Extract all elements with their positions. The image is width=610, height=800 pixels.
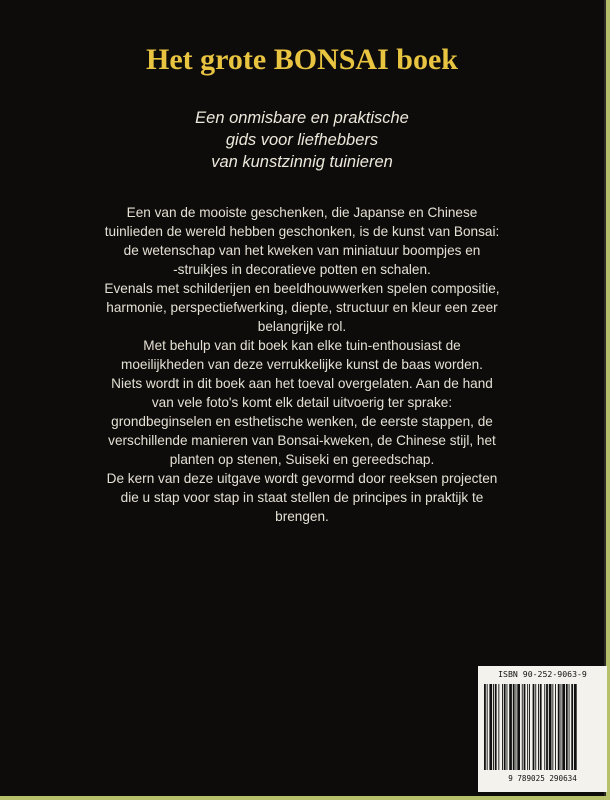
blurb-line: van vele foto's komt elk detail uitvoerig ter sprake: <box>151 395 453 410</box>
subtitle <box>0 107 604 173</box>
blurb-line: -struikjes in decoratieve potten en schalen. <box>173 262 431 277</box>
blurb-line: Niets wordt in dit boek aan het toeval overgelaten. Aan de hand <box>111 376 493 391</box>
blurb-line: grondbeginselen en esthetische wenken, de eerste stappen, de <box>111 414 493 429</box>
barcode-icon <box>482 684 603 770</box>
ean-digits: 9 789025 290634 <box>508 774 577 783</box>
blurb-line: Een van de mooiste geschenken, die Japanse en Chinese <box>126 205 478 220</box>
blurb-line: brengen. <box>275 509 329 524</box>
subtitle-line: van kunstzinnig tuinieren <box>211 153 393 171</box>
blurb-line: de wetenschap van het kweken van miniatuur boompjes en <box>123 243 481 258</box>
blurb-line: De kern van deze uitgave wordt gevormd door reeksen projecten <box>106 471 498 486</box>
blurb-line: belangrijke rol. <box>257 319 347 334</box>
blurb-line: tuinlieden de wereld hebben geschonken, is de kunst van Bonsai: <box>104 224 500 239</box>
blurb-line: die u stap voor stap in staat stellen de principes in praktijk te <box>120 490 484 505</box>
blurb <box>60 203 544 526</box>
blurb-line: Evenals met schilderijen en beeldhouwwerken spelen compositie, <box>104 281 500 296</box>
book-title: Het grote BONSAI boek <box>146 43 458 76</box>
subtitle-line: Een onmisbare en praktische <box>195 109 409 127</box>
blurb-line: verschillende manieren van Bonsai-kweken, de Chinese stijl, het <box>108 433 496 448</box>
blurb-line: Met behulp van dit boek kan elke tuin-enthousiast de <box>143 338 461 353</box>
isbn-number: ISBN 90-252-9063-9 <box>498 669 587 679</box>
blurb-line: moeilijkheden van deze verrukkelijke kunst de baas worden. <box>121 357 483 372</box>
blurb-line: planten op stenen, Suiseki en gereedschap. <box>169 452 435 467</box>
blurb-line: harmonie, perspectiefwerking, diepte, structuur en kleur een zeer <box>106 300 498 315</box>
barcode-label <box>478 666 607 792</box>
subtitle-line: gids voor liefhebbers <box>225 131 379 149</box>
